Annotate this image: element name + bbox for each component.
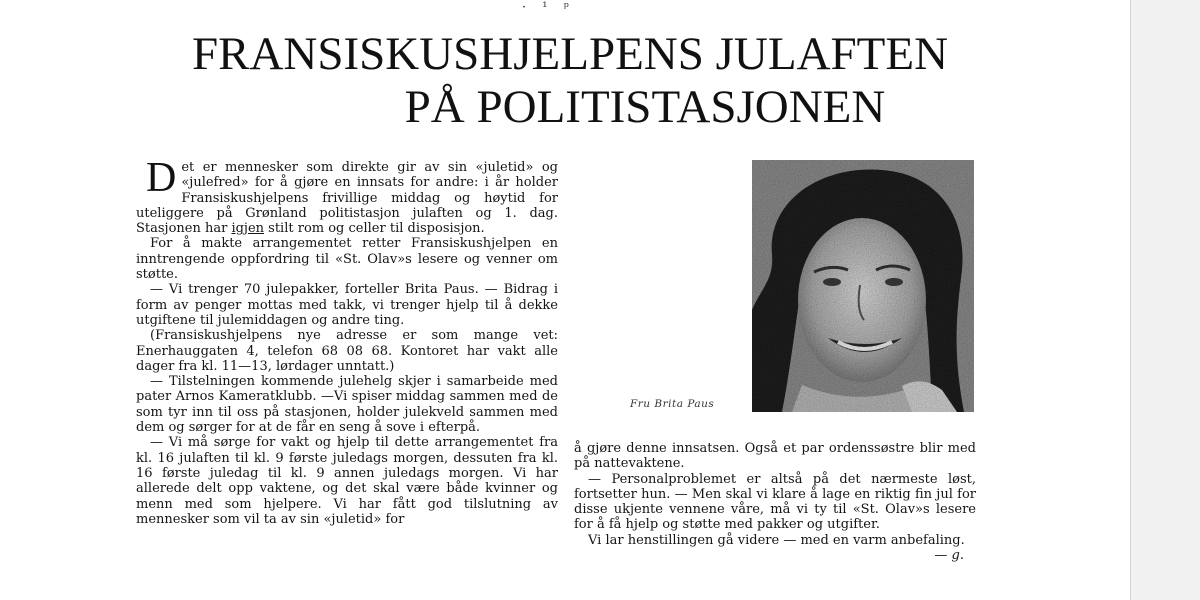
signature: — g. bbox=[934, 548, 964, 564]
drop-cap: D bbox=[146, 155, 177, 201]
lead-paragraph bbox=[136, 155, 558, 237]
article-column-right bbox=[574, 441, 976, 563]
paragraph-2: For å makte arrangementet retter Fransiskushjelpen en inntrengende oppfordring til «St. Olav»s lesere og venner om støtte. bbox=[136, 236, 558, 283]
paragraph-6: — Vi må sørge for vakt og hjelp til dette arrangementet fra kl. 16 julaften til kl. 9 første juledags morgen, dessuten fra kl. 16 første juledag til kl. 9 annen juledags morgen. Vi har allerede delt opp vaktene, og det skal være både kvinner og menn med som hjelpere. Vi har fått god tilslutning av mennesker som vil ta av sin «juletid» for bbox=[136, 435, 558, 527]
paragraph-9: Vi lar henstillingen gå videre — med en varm anbefaling. bbox=[588, 532, 965, 548]
paragraph-4: (Fransiskushjelpens nye adresse er som mange vet: Enerhauggaten 4, telefon 68 08 68. Kontoret har vakt alle dager fra kl. 11—13, lørdager unntatt.) bbox=[136, 328, 558, 374]
headline-line-1: FRANSISKUSHJELPENS JULAFTEN bbox=[191, 28, 949, 80]
headline-line-2: PÅ POLITISTASJONEN bbox=[404, 81, 886, 133]
lead-text-end: stilt rom og celler til disposisjon. bbox=[264, 221, 485, 237]
paragraph-3: — Vi trenger 70 julepakker, forteller Brita Paus. — Bidrag i form av penger mottas med takk, vi trenger hjelp til å dekke utgiftene til julemiddagen og andre ting. bbox=[136, 282, 558, 328]
underlined-word: igjen bbox=[231, 221, 265, 237]
lead-text: et er mennesker som direkte gir av sin «juletid» og «julefred» for å gjøre en innsats for andre: i år holder Fransiskushjelpens frivillige middag og høytid for uteliggere på Grønland politistasjon julaften og 1. dag. Stasjonen har bbox=[136, 160, 558, 237]
paragraph-5: — Tilstelningen kommende julehelg skjer i samarbeide med pater Arnos Kameratklubb. —Vi spiser middag sammen med de som tyr inn til oss på stasjonen, holder julekveld sammen med dem og sørger for at de får en seng å sove i efterpå. bbox=[136, 374, 558, 436]
article-column-left bbox=[136, 155, 558, 527]
portrait-image bbox=[752, 160, 974, 412]
header-marks: · ¹ ᵖ bbox=[522, 0, 575, 15]
photo-caption: Fru Brita Paus bbox=[630, 398, 715, 410]
headline bbox=[160, 28, 980, 134]
page-edge-margin bbox=[1130, 0, 1200, 600]
portrait-photo bbox=[752, 160, 974, 412]
paragraph-8: — Personalproblemet er altså på det nærmeste løst, fortsetter hun. — Men skal vi klare å lage en riktig fin jul for disse ukjente vennene våre, må vi ty til «St. Olav»s lesere for å få hjelp og støtte med pakker og utgifter. bbox=[574, 471, 976, 533]
paragraph-7: å gjøre denne innsatsen. Også et par ordenssøstre blir med på nattevaktene. bbox=[574, 441, 976, 472]
